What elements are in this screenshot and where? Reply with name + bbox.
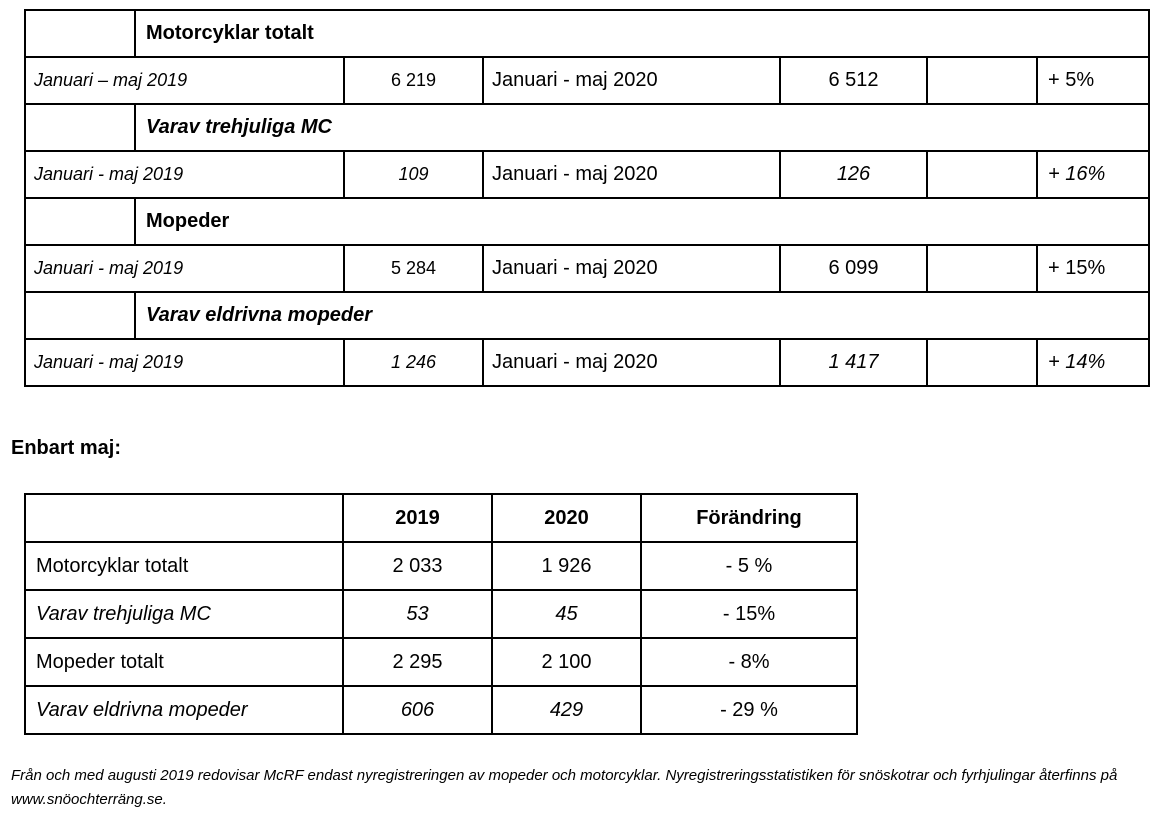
period-2019-label: Januari - maj 2019 [25,151,344,198]
section-title: Varav trehjuliga MC [135,104,1149,151]
column-header [25,494,343,542]
period-2019-label: Januari - maj 2019 [25,339,344,386]
period-comparison-row [25,245,1149,292]
value-2019: 53 [343,590,492,638]
section-title: Varav eldrivna mopeder [135,292,1149,339]
value-2019: 606 [343,686,492,734]
column-header: 2019 [343,494,492,542]
value-2019: 1 246 [344,339,483,386]
value-2019: 109 [344,151,483,198]
row-label: Varav trehjuliga MC [25,590,343,638]
column-header: 2020 [492,494,641,542]
change-percent: + 15% [1037,245,1149,292]
period-comparison-row [25,57,1149,104]
table-row [25,686,857,734]
change-percent: + 14% [1037,339,1149,386]
period-comparison-row [25,339,1149,386]
empty-cell [25,292,135,339]
empty-cell [927,151,1037,198]
empty-cell [25,10,135,57]
header-row [25,494,857,542]
period-2020-label: Januari - maj 2020 [483,339,780,386]
period-2020-label: Januari - maj 2020 [483,151,780,198]
period-2020-label: Januari - maj 2020 [483,245,780,292]
footnote: Från och med augusti 2019 redovisar McRF endast nyregistreringen av mopeder och motorcyklar. Nyregistreringsstatistiken för snöskotrar och fyrhjulingar återfinns på www.snöochterräng.se. [11,767,1118,808]
change-percent: - 5 % [641,542,857,590]
period-comparison-row [25,151,1149,198]
value-2019: 2 033 [343,542,492,590]
value-2020: 1 926 [492,542,641,590]
section-header-row [25,10,1149,57]
may-only-heading: Enbart maj: [11,437,122,459]
value-2019: 2 295 [343,638,492,686]
change-percent: - 15% [641,590,857,638]
empty-cell [25,198,135,245]
empty-cell [927,245,1037,292]
change-percent: + 5% [1037,57,1149,104]
may-only-table [24,493,858,735]
section-header-row [25,104,1149,151]
value-2020: 1 417 [780,339,927,386]
section-title: Mopeder [135,198,1149,245]
value-2020: 6 099 [780,245,927,292]
value-2019: 5 284 [344,245,483,292]
empty-cell [25,104,135,151]
value-2020: 126 [780,151,927,198]
value-2020: 45 [492,590,641,638]
row-label: Varav eldrivna mopeder [25,686,343,734]
period-2019-label: Januari – maj 2019 [25,57,344,104]
value-2020: 429 [492,686,641,734]
value-2020: 2 100 [492,638,641,686]
value-2019: 6 219 [344,57,483,104]
table-row [25,638,857,686]
row-label: Motorcyklar totalt [25,542,343,590]
row-label: Mopeder totalt [25,638,343,686]
section-header-row [25,292,1149,339]
value-2020: 6 512 [780,57,927,104]
empty-cell [927,339,1037,386]
section-title: Motorcyklar totalt [135,10,1149,57]
change-percent: + 16% [1037,151,1149,198]
period-2020-label: Januari - maj 2020 [483,57,780,104]
section-header-row [25,198,1149,245]
change-percent: - 8% [641,638,857,686]
column-header: Förändring [641,494,857,542]
empty-cell [927,57,1037,104]
period-2019-label: Januari - maj 2019 [25,245,344,292]
jan-may-comparison-table [24,9,1150,387]
change-percent: - 29 % [641,686,857,734]
table-row [25,542,857,590]
table-row [25,590,857,638]
